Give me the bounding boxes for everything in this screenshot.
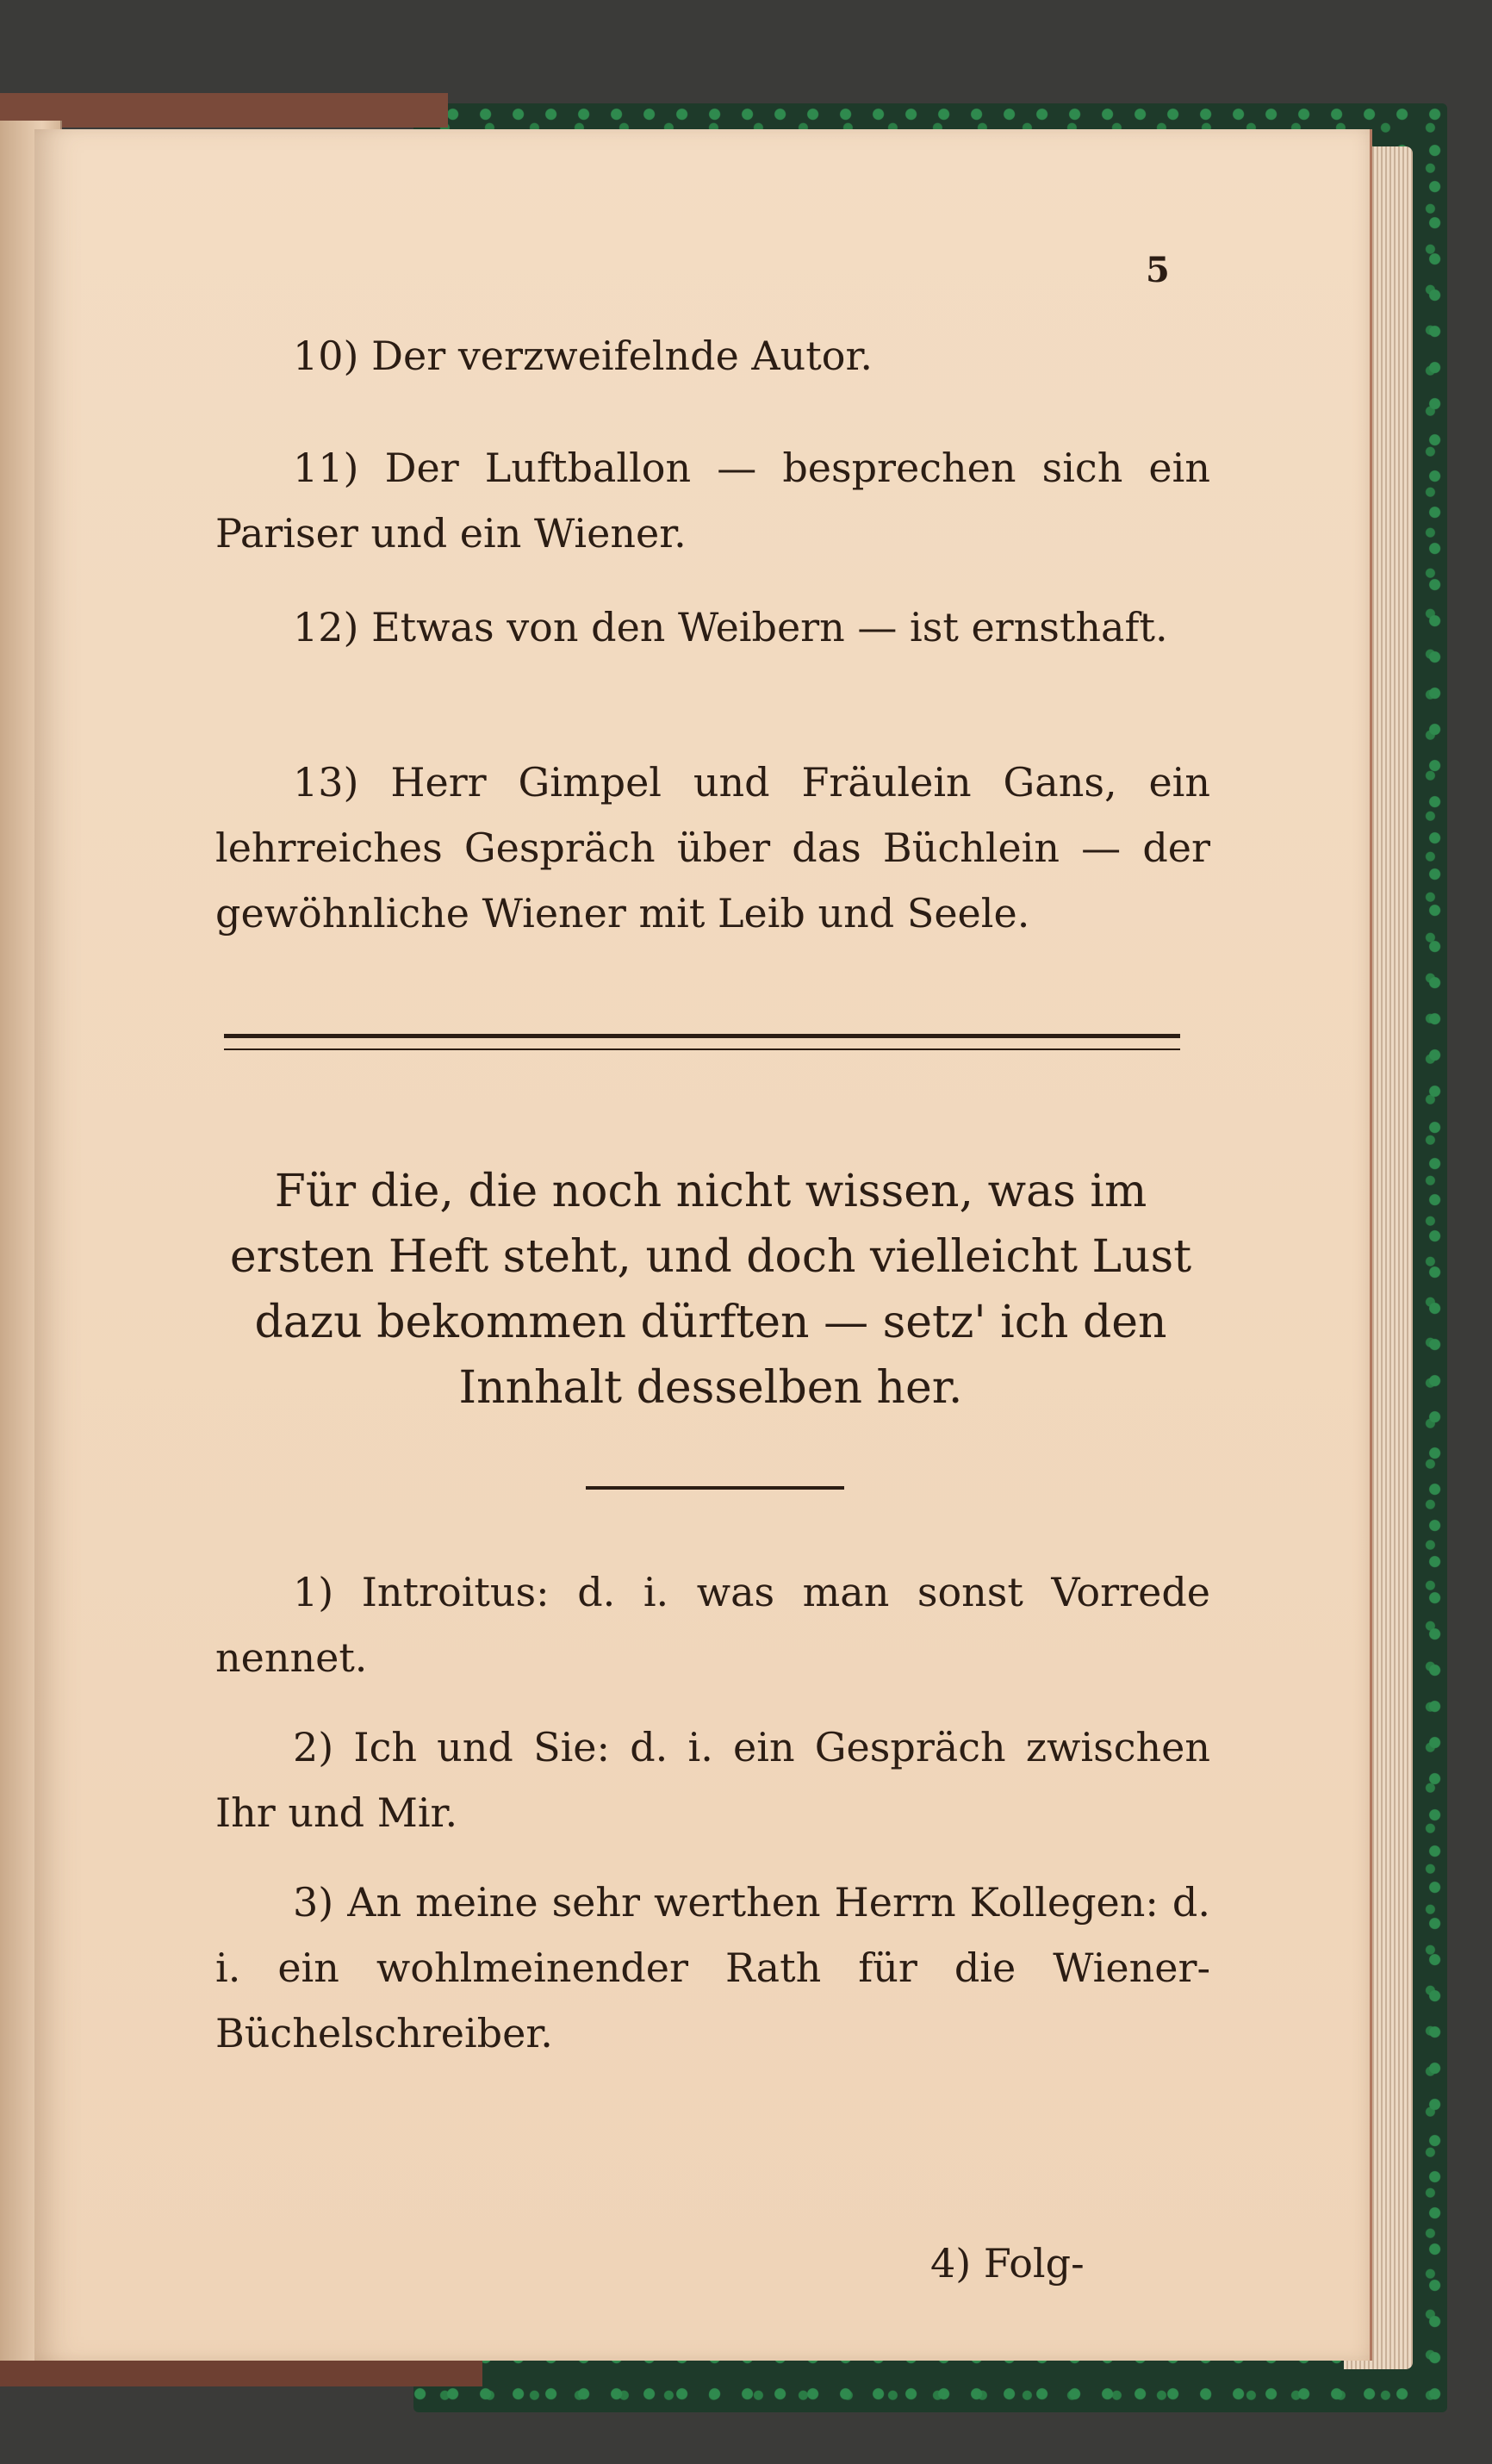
toc-entry: 13) Herr Gimpel und Fräulein Gans, ein lehrreiches Gespräch über das Büchlein — der gewöhnliche Wiener mit Leib und Seele.	[215, 759, 1210, 936]
toc-entry: 12) Etwas von den Weibern — ist ernsthaft.	[293, 604, 1168, 650]
toc-entry: 11) Der Luftballon — besprechen sich ein Pariser und ein Wiener.	[215, 445, 1210, 557]
page-number: 5	[1146, 250, 1170, 290]
contents-entry: 1) Introitus: d. i. was man sonst Vorrede nennet.	[215, 1569, 1210, 1681]
spine-edge-top	[0, 93, 448, 128]
book-page	[34, 129, 1372, 2361]
double-rule-divider	[224, 1034, 1180, 1050]
intro-paragraph: Für die, die noch nicht wissen, was im ersten Heft steht, und doch vielleicht Lust dazu bekommen dürften — setz' ich den Innhalt desselben her.	[229, 1166, 1192, 1414]
contents-entry: 3) An meine sehr werthen Herrn Kollegen: d. i. ein wohlmeinender Rath für die Wiener-Büchelschreiber.	[215, 1879, 1210, 2056]
contents-entry: 2) Ich und Sie: d. i. ein Gespräch zwischen Ihr und Mir.	[215, 1724, 1210, 1836]
toc-entry: 10) Der verzweifelnde Autor.	[293, 333, 873, 379]
short-rule-divider	[586, 1486, 844, 1490]
catchword: 4) Folg-	[930, 2240, 1085, 2287]
